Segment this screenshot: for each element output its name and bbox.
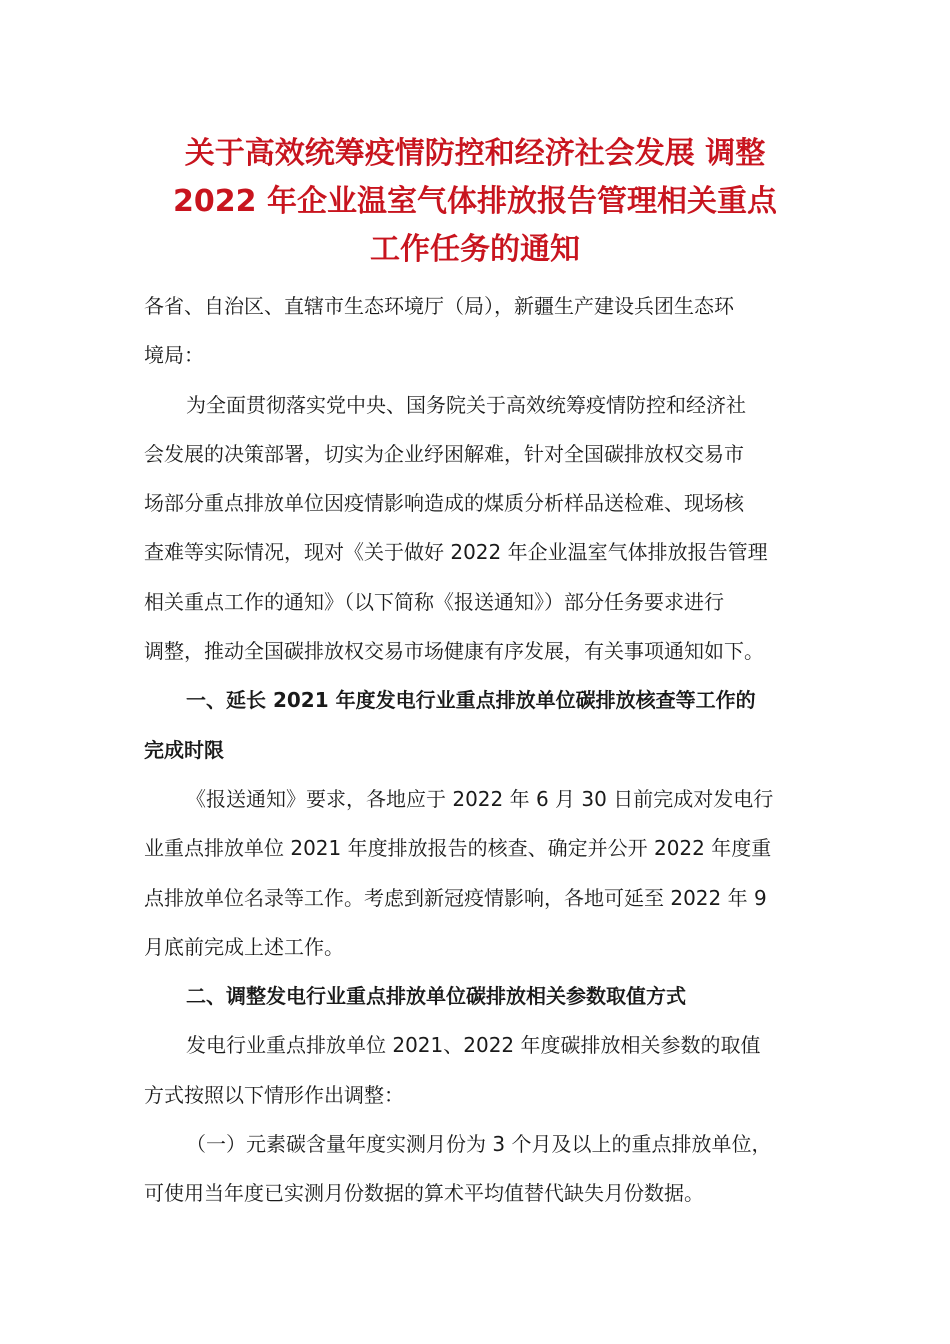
title-line-1: 关于高效统筹疫情防控和经济社会发展 调整	[184, 136, 766, 171]
paragraph-line: 可使用当年度已实测月份数据的算术平均值替代缺失月份数据。	[144, 1181, 704, 1206]
paragraph-line: 相关重点工作的通知》（以下简称《报送通知》）部分任务要求进行	[144, 589, 724, 614]
paragraph-line: （一）元素碳含量年度实测月份为 3 个月及以上的重点排放单位，	[186, 1132, 772, 1157]
paragraph-line: 会发展的决策部署，切实为企业纾困解难，针对全国碳排放权交易市	[144, 441, 744, 466]
section-heading-line: 一、延长 2021 年度发电行业重点排放单位碳排放核查等工作的	[186, 688, 756, 713]
document-body	[144, 282, 814, 1219]
paragraph-line: 月底前完成上述工作。	[144, 934, 344, 959]
paragraph-line: 场部分重点排放单位因疫情影响造成的煤质分析样品送检难、现场核	[144, 491, 744, 516]
paragraph-line: 点排放单位名录等工作。考虑到新冠疫情影响，各地可延至 2022 年 9	[144, 885, 767, 910]
document-title	[120, 130, 830, 274]
title-line-3: 工作任务的通知	[370, 232, 580, 267]
title-line-2: 2022 年企业温室气体排放报告管理相关重点	[173, 184, 777, 219]
paragraph-line: 《报送通知》要求，各地应于 2022 年 6 月 30 日前完成对发电行	[186, 786, 774, 811]
section-heading-line: 二、调整发电行业重点排放单位碳排放相关参数取值方式	[186, 984, 686, 1009]
paragraph-line: 为全面贯彻落实党中央、国务院关于高效统筹疫情防控和经济社	[186, 392, 746, 417]
paragraph-line: 发电行业重点排放单位 2021、2022 年度碳排放相关参数的取值	[186, 1033, 761, 1058]
paragraph-line: 查难等实际情况，现对《关于做好 2022 年企业温室气体排放报告管理	[144, 540, 768, 565]
paragraph-line: 调整，推动全国碳排放权交易市场健康有序发展，有关事项通知如下。	[144, 639, 764, 664]
addressee-line: 境局：	[144, 343, 204, 368]
paragraph-line: 方式按照以下情形作出调整：	[144, 1082, 404, 1107]
paragraph-line: 业重点排放单位 2021 年度排放报告的核查、确定并公开 2022 年度重	[144, 836, 772, 861]
section-heading-line: 完成时限	[144, 737, 224, 762]
addressee-line: 各省、自治区、直辖市生态环境厅（局），新疆生产建设兵团生态环	[144, 294, 734, 318]
